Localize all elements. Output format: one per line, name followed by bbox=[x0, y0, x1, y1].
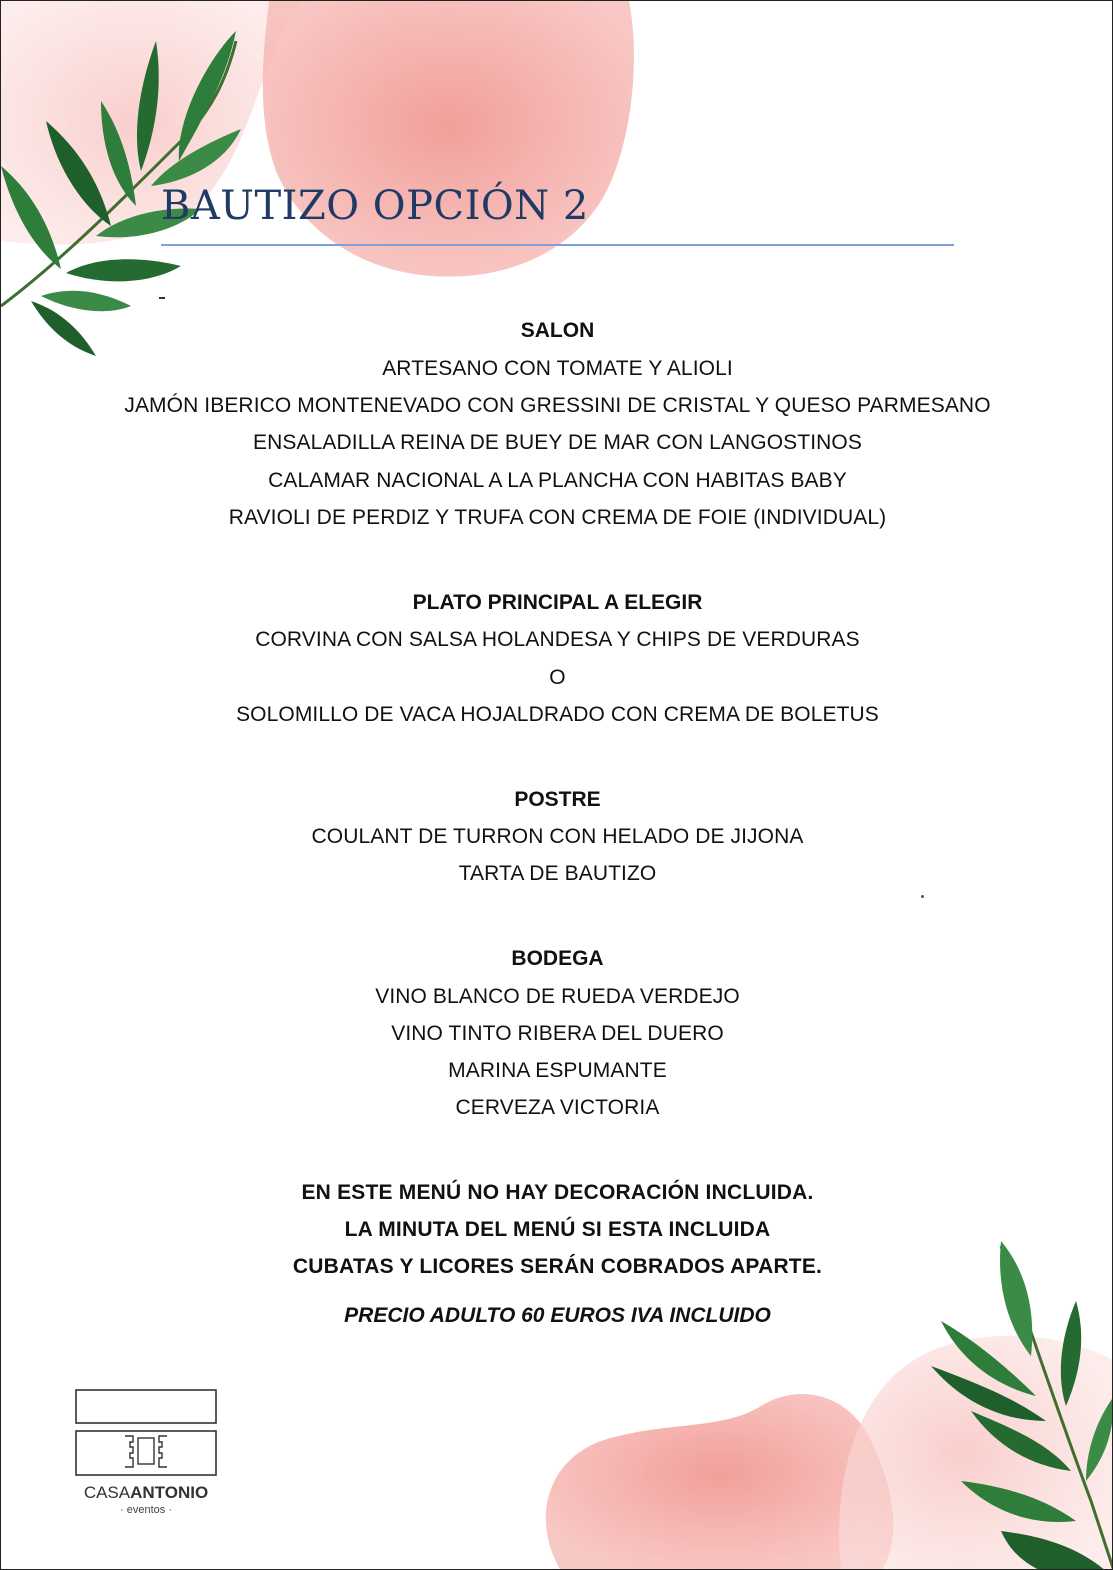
section-heading-salon: SALON bbox=[520, 319, 595, 342]
menu-item-separator: O bbox=[549, 666, 566, 689]
decoration-artwork bbox=[1, 1, 1113, 1570]
menu-item: SOLOMILLO DE VACA HOJALDRADO CON CREMA DE BOLETUS bbox=[236, 703, 879, 726]
price-line: PRECIO ADULTO 60 EUROS IVA INCLUIDO bbox=[344, 1304, 771, 1327]
logo-wordmark bbox=[75, 1483, 217, 1503]
casa-antonio-logo-icon bbox=[75, 1389, 217, 1477]
menu-item: MARINA ESPUMANTE bbox=[448, 1059, 667, 1082]
logo-wordmark-antonio: ANTONIO bbox=[130, 1483, 209, 1502]
menu-item: ENSALADILLA REINA DE BUEY DE MAR CON LANGOSTINOS bbox=[253, 431, 862, 454]
section-heading-bodega: BODEGA bbox=[511, 947, 604, 970]
stray-dot-mark bbox=[921, 895, 924, 898]
section-heading-principal: PLATO PRINCIPAL A ELEGIR bbox=[412, 591, 703, 614]
watercolor-blob-top bbox=[263, 1, 634, 277]
note-line: EN ESTE MENÚ NO HAY DECORACIÓN INCLUIDA. bbox=[301, 1181, 814, 1204]
menu-item: TARTA DE BAUTIZO bbox=[458, 862, 657, 885]
logo-subtitle: · eventos · bbox=[120, 1504, 172, 1516]
menu-item: CALAMAR NACIONAL A LA PLANCHA CON HABITAS BABY bbox=[268, 469, 847, 492]
stray-dash-mark bbox=[159, 297, 165, 299]
menu-item: CERVEZA VICTORIA bbox=[455, 1096, 660, 1119]
menu-item: VINO BLANCO DE RUEDA VERDEJO bbox=[375, 985, 740, 1008]
note-line: CUBATAS Y LICORES SERÁN COBRADOS APARTE. bbox=[292, 1255, 823, 1278]
menu-item: CORVINA CON SALSA HOLANDESA Y CHIPS DE VERDURAS bbox=[255, 628, 860, 651]
note-line: LA MINUTA DEL MENÚ SI ESTA INCLUIDA bbox=[344, 1218, 771, 1241]
menu-item: ARTESANO CON TOMATE Y ALIOLI bbox=[382, 357, 733, 380]
title-underline bbox=[161, 244, 954, 246]
menu-item: COULANT DE TURRON CON HELADO DE JIJONA bbox=[311, 825, 804, 848]
page-title: BAUTIZO OPCIÓN 2 bbox=[161, 183, 589, 229]
menu-item: VINO TINTO RIBERA DEL DUERO bbox=[391, 1022, 724, 1045]
menu-item: JAMÓN IBERICO MONTENEVADO CON GRESSINI DE CRISTAL Y QUESO PARMESANO bbox=[124, 394, 991, 417]
casa-antonio-logo bbox=[75, 1389, 217, 1516]
logo-wordmark-casa: CASA bbox=[83, 1483, 131, 1502]
section-heading-postre: POSTRE bbox=[514, 788, 601, 811]
menu-item: RAVIOLI DE PERDIZ Y TRUFA CON CREMA DE FOIE (INDIVIDUAL) bbox=[228, 506, 887, 529]
